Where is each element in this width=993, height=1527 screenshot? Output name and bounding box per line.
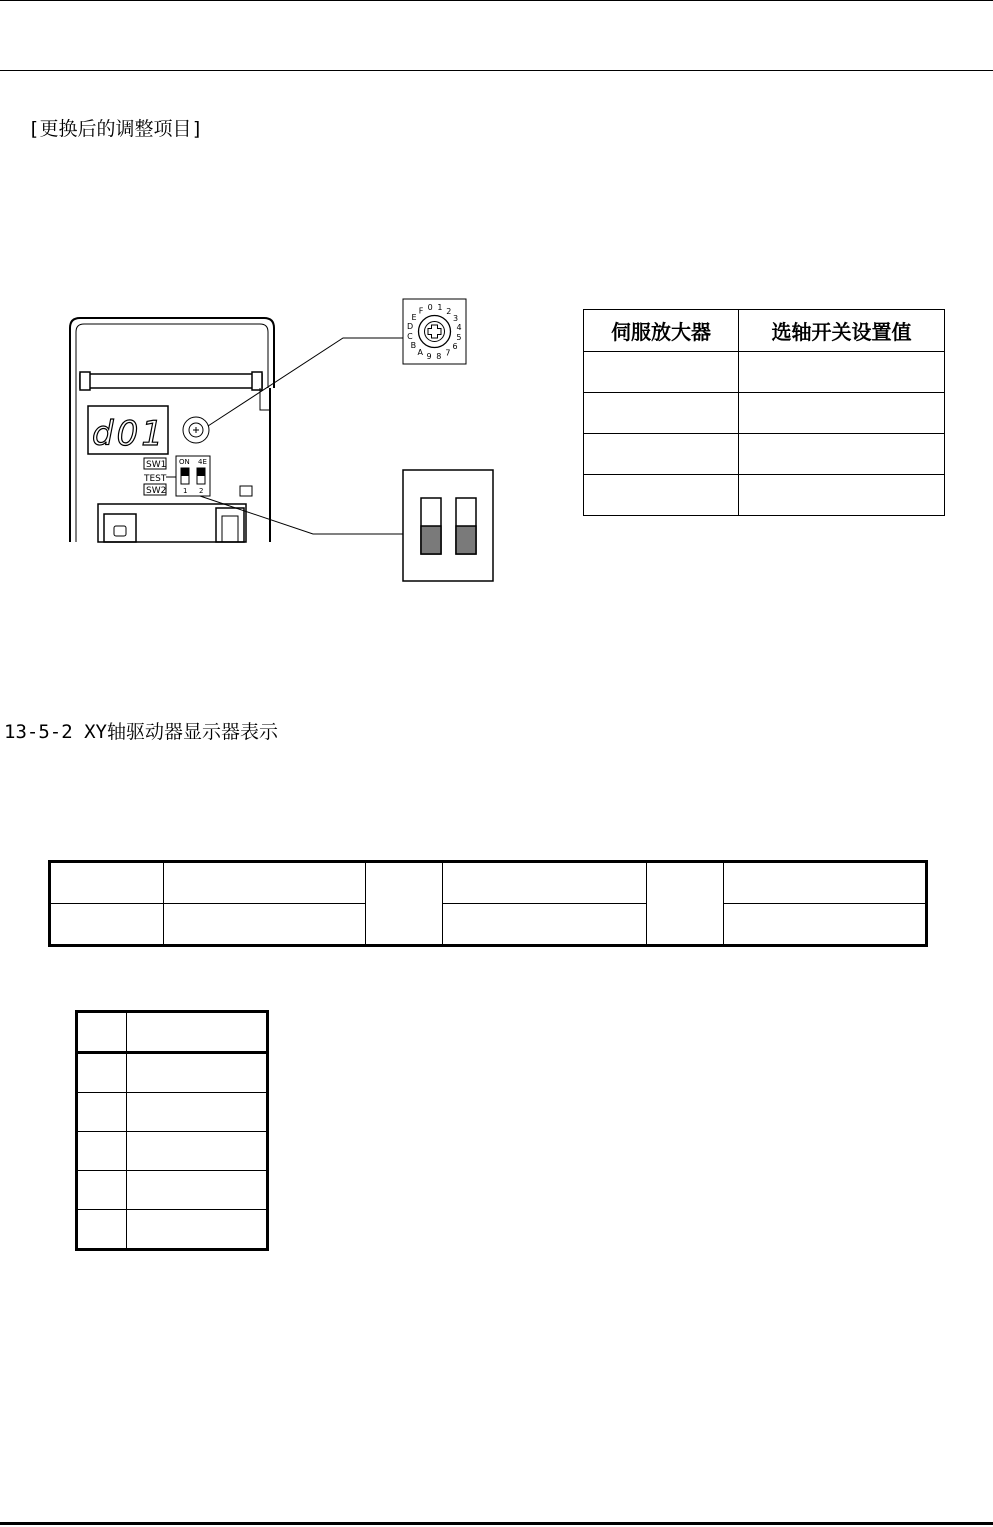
rotary-digit: 8 <box>436 352 442 362</box>
rotary-digit: 2 <box>446 307 452 316</box>
header-servo-amplifier: 伺服放大器 <box>584 310 739 352</box>
axis-switch-table <box>583 309 945 516</box>
table-row <box>77 1053 268 1093</box>
seven-segment-display: d01 <box>92 414 166 454</box>
code-table <box>75 1010 269 1251</box>
rotary-digit: F <box>418 306 424 316</box>
table-row <box>77 1132 268 1171</box>
rotary-digit: 3 <box>453 314 459 324</box>
dip-1-label: 1 <box>183 487 188 495</box>
rotary-digit: 4 <box>456 323 462 333</box>
table-row <box>50 904 927 946</box>
rotary-digit: 7 <box>445 348 451 358</box>
rotary-digit: C <box>407 331 413 341</box>
header-axis-switch-value: 选轴开关设置值 <box>739 310 945 352</box>
table-row <box>77 1210 268 1250</box>
dip-code-label: 4E <box>198 458 207 466</box>
rotary-digit: 0 <box>427 302 433 312</box>
table-row <box>584 352 945 393</box>
table-row <box>77 1171 268 1210</box>
rotary-digit: 5 <box>456 332 462 342</box>
dip-switch-enlarged <box>403 470 493 581</box>
header-bottom-rule <box>0 70 993 71</box>
rotary-digit: A <box>417 348 423 357</box>
dip-on-label: ON <box>179 458 190 466</box>
sw2-label: SW2 <box>146 486 167 496</box>
rotary-digit: 1 <box>437 303 443 313</box>
dip-2-label: 2 <box>199 487 204 495</box>
section-heading: 13-5-2 XY轴驱动器显示器表示 <box>4 721 278 743</box>
table-row <box>77 1093 268 1132</box>
header-top-rule <box>0 0 993 1</box>
rotary-digit: 9 <box>426 351 432 361</box>
rotary-digit: 6 <box>452 341 458 351</box>
rotary-digit: D <box>407 322 414 332</box>
table-row <box>77 1012 268 1053</box>
servo-amplifier-figure <box>60 290 500 590</box>
table-header-row <box>584 310 945 352</box>
table-row <box>584 434 945 475</box>
table-row <box>584 475 945 516</box>
rotary-digit: B <box>410 340 417 350</box>
test-label: TEST <box>144 474 167 484</box>
sw1-label: SW1 <box>146 460 167 470</box>
display-table <box>48 860 928 947</box>
rotary-digit: E <box>411 313 417 323</box>
bracket-section-title: [更换后的调整项目] <box>28 118 203 140</box>
table-row <box>584 393 945 434</box>
footer-rule <box>0 1522 993 1525</box>
table-row <box>50 862 927 904</box>
